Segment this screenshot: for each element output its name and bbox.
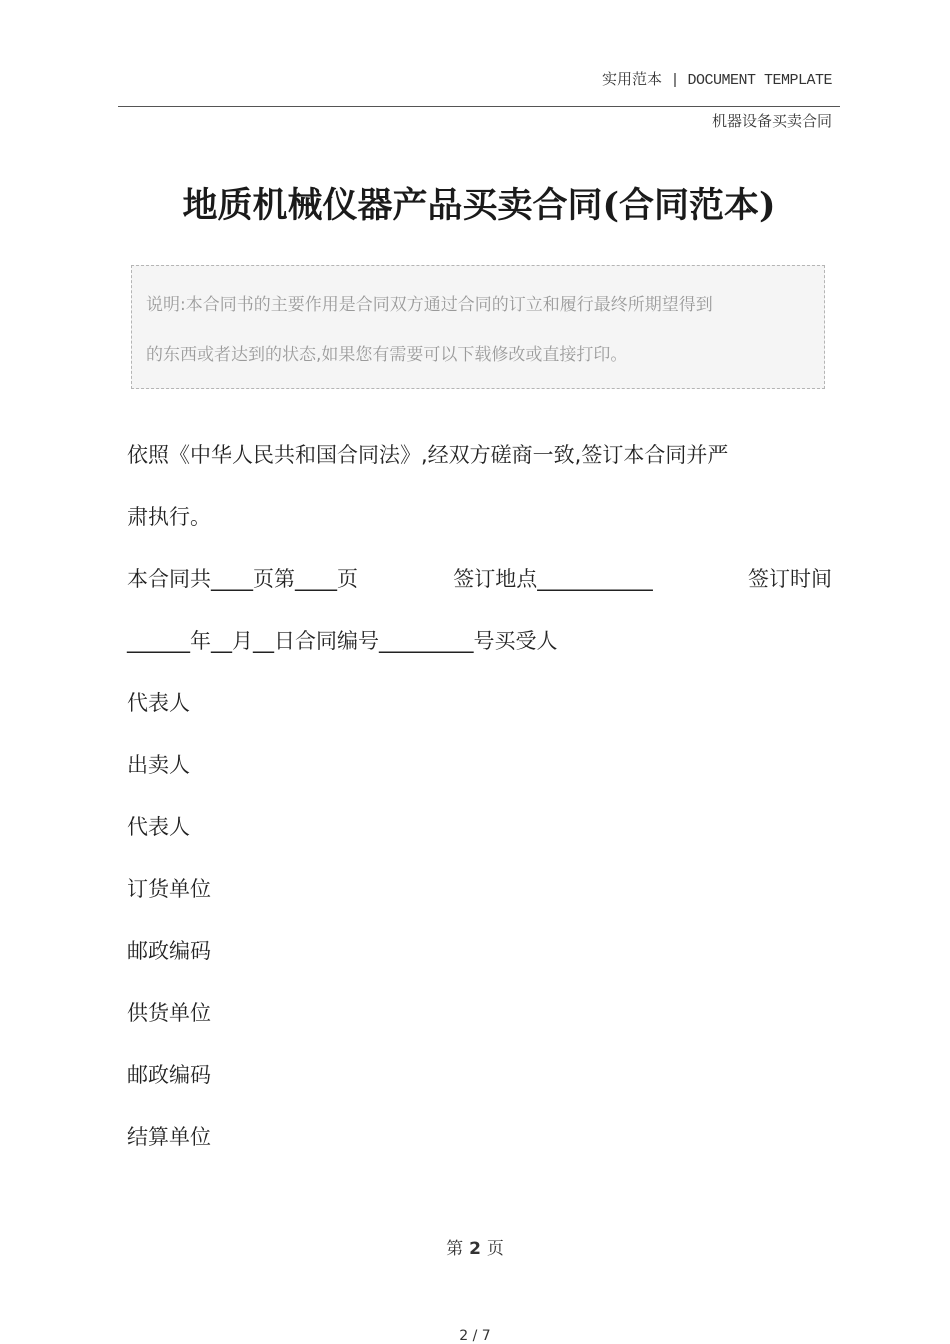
pager: 2 / 7 xyxy=(459,1328,491,1344)
field-representative-2: 代表人 xyxy=(127,815,190,839)
field-postal-code-2: 邮政编码 xyxy=(127,1063,211,1087)
field-postal-code: 邮政编码 xyxy=(127,939,211,963)
header-doc-type: 机器设备买卖合同 xyxy=(711,112,832,130)
page-suffix: 页 xyxy=(486,1239,504,1259)
intro-line-2: 肃执行。 xyxy=(127,505,211,529)
notice-line-2: 的东西或者达到的状态,如果您有需要可以下载修改或直接打印。 xyxy=(146,345,628,365)
notice-box xyxy=(131,265,825,389)
header-brand-cn: 实用范本 xyxy=(601,70,662,88)
header-brand-en: DOCUMENT TEMPLATE xyxy=(687,72,832,89)
intro-line-1: 依照《中华人民共和国合同法》,经双方磋商一致,签订本合同并严 xyxy=(127,443,729,467)
info-sign-place: 签订地点___________ xyxy=(453,567,653,591)
header-separator: | xyxy=(661,72,688,89)
info-line-2: ______年__月__日合同编号_________号买受人 xyxy=(127,629,558,653)
field-settlement-unit: 结算单位 xyxy=(127,1125,211,1149)
header-brand xyxy=(602,68,832,89)
info-page-count: 本合同共____页第____页 xyxy=(127,567,358,591)
page-number xyxy=(0,1234,950,1259)
document-title: 地质机械仪器产品买卖合同(合同范本) xyxy=(182,185,776,226)
field-supplier-unit: 供货单位 xyxy=(127,1001,211,1025)
field-ordering-unit: 订货单位 xyxy=(127,877,211,901)
info-sign-time: 签订时间 xyxy=(748,567,832,591)
field-seller: 出卖人 xyxy=(127,753,190,777)
info-line-1 xyxy=(127,564,832,594)
page-prefix: 第 xyxy=(446,1239,464,1259)
field-representative: 代表人 xyxy=(127,691,190,715)
notice-line-1: 说明:本合同书的主要作用是合同双方通过合同的订立和履行最终所期望得到 xyxy=(146,295,713,315)
header-divider xyxy=(118,106,840,107)
page-num: 2 xyxy=(469,1239,481,1259)
